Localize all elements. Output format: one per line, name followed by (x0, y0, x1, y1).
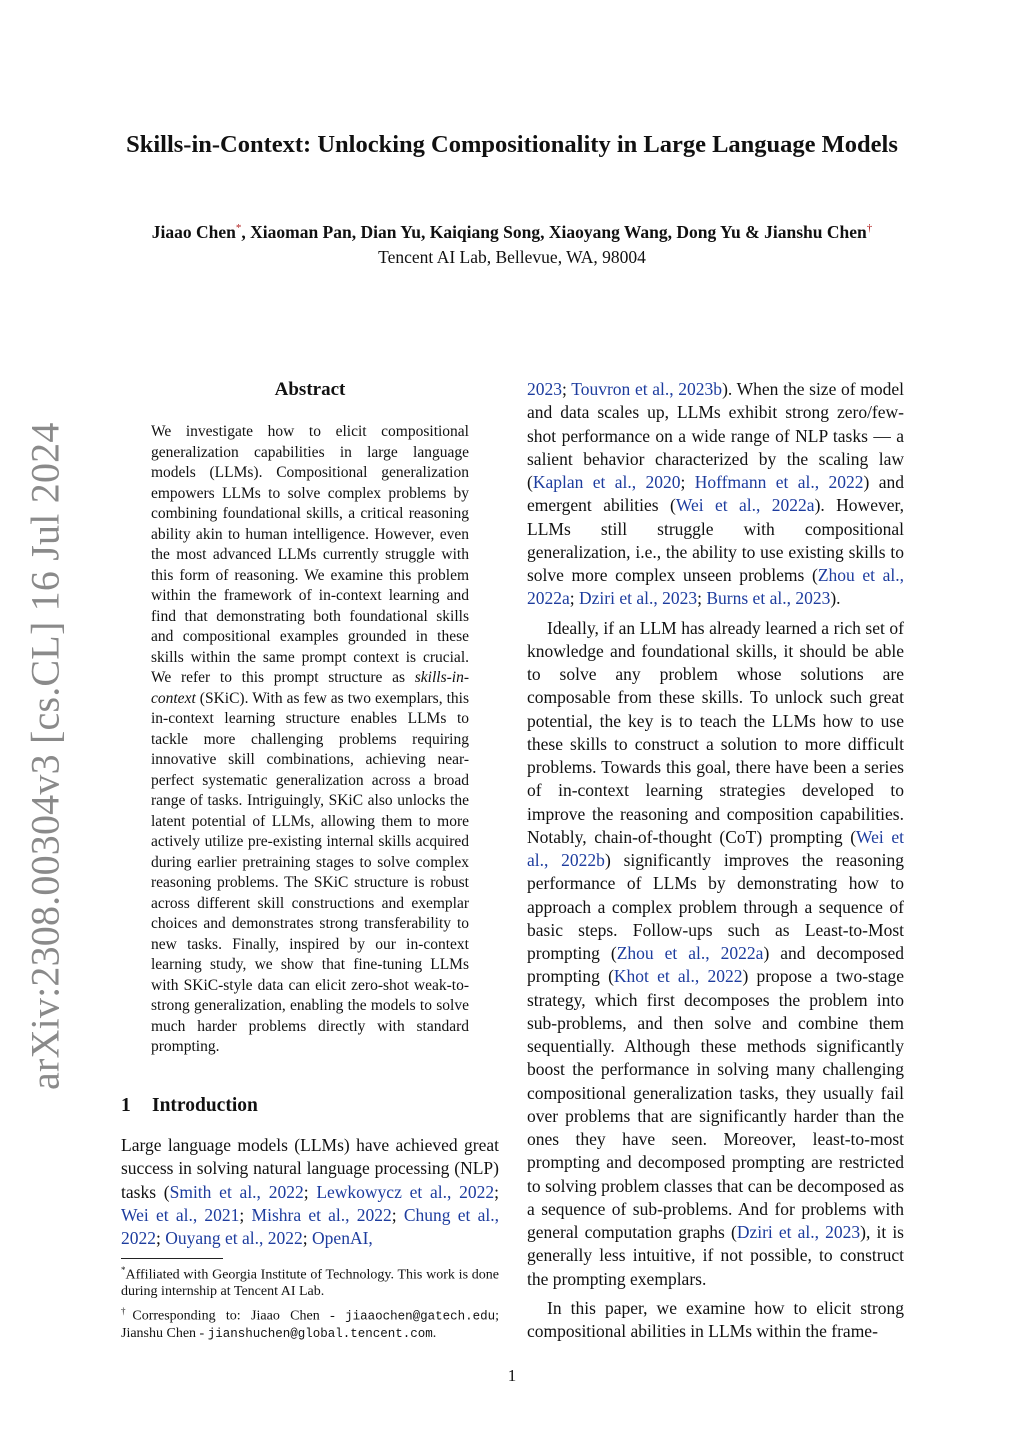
citation-link[interactable]: Burns et al., 2023 (706, 588, 831, 609)
section-number: 1 (121, 1095, 131, 1116)
intro-paragraph-continued: 2023; Touvron et al., 2023b). When the size of model and data scales up, LLMs exhibit strong zero/few-shot performance on a wide range of NLP tasks — a salient behavior characterized by the scaling law (Kaplan et al., 2020; Hoffmann et al., 2022) and emergent abilities (Wei et al., 2022a). However, LLMs still struggle with compositional generalization, i.e., the ability to use existing skills to solve more complex unseen problems (Zhou et al., 2022a; Dziri et al., 2023; Burns et al., 2023). (527, 379, 905, 609)
abstract-heading: Abstract (274, 379, 346, 400)
corresponding-footnote-mark: † (866, 222, 873, 235)
first-author: Jiaao Chen (151, 222, 236, 242)
page-number: 1 (507, 1366, 517, 1385)
section-heading-introduction (121, 1095, 258, 1117)
citation-link[interactable]: Zhou et al., 2022a (527, 565, 904, 609)
other-authors: , Xiaoman Pan, Dian Yu, Kaiqiang Song, Xiaoyang Wang, Dong Yu & Jianshu Chen (241, 222, 867, 242)
citation-link[interactable]: Dziri et al., 2023 (579, 588, 698, 609)
citation-link[interactable]: Chung et al., 2022 (121, 1204, 499, 1249)
citation-link[interactable]: Smith et al., 2022 (169, 1181, 304, 1202)
citation-link[interactable]: Mishra et al., 2022 (251, 1204, 392, 1225)
citation-link[interactable]: Wei et al., 2022b (527, 826, 904, 870)
abstract-text: We investigate how to elicit compositional generalization capabilities in large language models (LLMs). Compositional generalization empowers LLMs to solve complex problems by combining foundational skills, a critical reasoning ability akin to human intelligence. However, even the most advanced LLMs currently struggle with this form of reasoning. We examine this problem within the framework of in-context learning and find that demonstrating both foundational skills and compositional examples grounded in these skills within the same prompt context is crucial. We refer to this prompt structure as skills-in-context (SKiC). With as few as two exemplars, this in-context learning structure enables LLMs to tackle more challenging problems requiring innovative skill combinations, achieving near-perfect systematic generalization across a broad range of tasks. Intriguingly, SKiC also unlocks the latent potential of LLMs, allowing them to more actively utilize pre-existing internal skills acquired during earlier pretraining stages to solve complex reasoning problems. The SKiC structure is robust across different skill constructions and exemplar choices and demonstrates strong transferability to new tasks. Finally, inspired by our in-context learning study, we show that fine-tuning LLMs with SKiC-style data can elicit zero-shot weak-to-strong generalization, enabling the models to solve much harder problems directly with standard prompting. (151, 423, 469, 1055)
citation-link[interactable]: Touvron et al., 2023b (571, 379, 723, 399)
citation-link[interactable]: Wei et al., 2021 (121, 1204, 240, 1225)
citation-link[interactable]: Hoffmann et al., 2022 (694, 472, 864, 492)
intro-paragraph-this-paper: In this paper, we examine how to elicit strong compositional abilities in LLMs within the frame- (527, 1297, 904, 1341)
citation-link[interactable]: Lewkowycz et al., 2022 (316, 1181, 495, 1202)
footnotes (121, 1262, 499, 1345)
affiliation: Tencent AI Lab, Bellevue, WA, 98004 (378, 247, 646, 267)
email-chen-jiaao[interactable]: jiaaochen@gatech.edu (345, 1309, 496, 1324)
citation-link[interactable]: Khot et al., 2022 (613, 966, 743, 987)
citation-link[interactable]: Wei et al., 2022a (675, 495, 815, 516)
citation-link[interactable]: Ouyang et al., 2022 (165, 1228, 303, 1249)
intro-paragraph-ideally: Ideally, if an LLM has already learned a rich set of knowledge and foundational skills, it should be able to solve any problem whose solutions are composable from these skills. To unlock such great potential, the key is to teach the LLMs how to use these skills to construct a solution to more difficult problems. Towards this goal, there have been a series of in-context learning strategies developed to improve the reasoning and composition capabilities. Notably, chain-of-thought (CoT) prompting (Wei et al., 2022b) significantly improves the reasoning performance of LLMs by demonstrating how to approach a complex problem through a sequence of basic steps. Follow-ups such as Least-to-Most prompting (Zhou et al., 2022a) and decomposed prompting (Khot et al., 2022) propose a two-stage strategy, which first decomposes the problem into sub-problems, and then solve and combine them sequentially. Although these methods significantly boost the performance in solving many challenging compositional generalization tasks, they usually fail over problems that are significantly harder than the ones they have seen. Moreover, least-to-most prompting and decomposed prompting are restricted to solving problem classes that can be decomposed as a sequence of sub-problems. And for problems with general computation graphs (Dziri et al., 2023), it is generally less intuitive, if not possible, to construct the prompting exemplars. (527, 617, 904, 1289)
footnote-affiliation: *Affiliated with Georgia Institute of Technology. This work is done during internship at Tencent AI Lab. (121, 1265, 499, 1300)
citation-link[interactable]: Dziri et al., 2023 (736, 1222, 861, 1242)
right-column (527, 378, 904, 1349)
section-title: Introduction (152, 1095, 258, 1116)
arxiv-identifier-stamp: arXiv:2308.00304v3 [cs.CL] 16 Jul 2024 (22, 422, 68, 1090)
author-list (0, 222, 1024, 243)
citation-link[interactable]: Zhou et al., 2022a (616, 943, 764, 963)
skic-term: skills-in-context (151, 669, 469, 707)
citation-link[interactable]: Kaplan et al., 2020 (532, 472, 681, 492)
footnote-divider (121, 1258, 223, 1259)
citation-link[interactable]: OpenAI, (312, 1228, 373, 1249)
affiliation-footnote-mark: * (235, 222, 242, 235)
citation-link[interactable]: 2023 (527, 379, 562, 399)
intro-paragraph-left: Large language models (LLMs) have achieved great success in solving natural language processing (NLP) tasks (Smith et al., 2022; Lewkowycz et al., 2022; Wei et al., 2021; Mishra et al., 2022; Chung et al., 2022; Ouyang et al., 2022; OpenAI, (121, 1135, 500, 1249)
paper-title: Skills-in-Context: Unlocking Compositionality in Large Language Models (126, 131, 898, 158)
footnote-corresponding: †Corresponding to: Jiaao Chen - jiaaochen@gatech.edu; Jianshu Chen - jianshuchen@global.tencent.com. (121, 1306, 499, 1341)
email-chen-jianshu[interactable]: jianshuchen@global.tencent.com (207, 1326, 433, 1341)
